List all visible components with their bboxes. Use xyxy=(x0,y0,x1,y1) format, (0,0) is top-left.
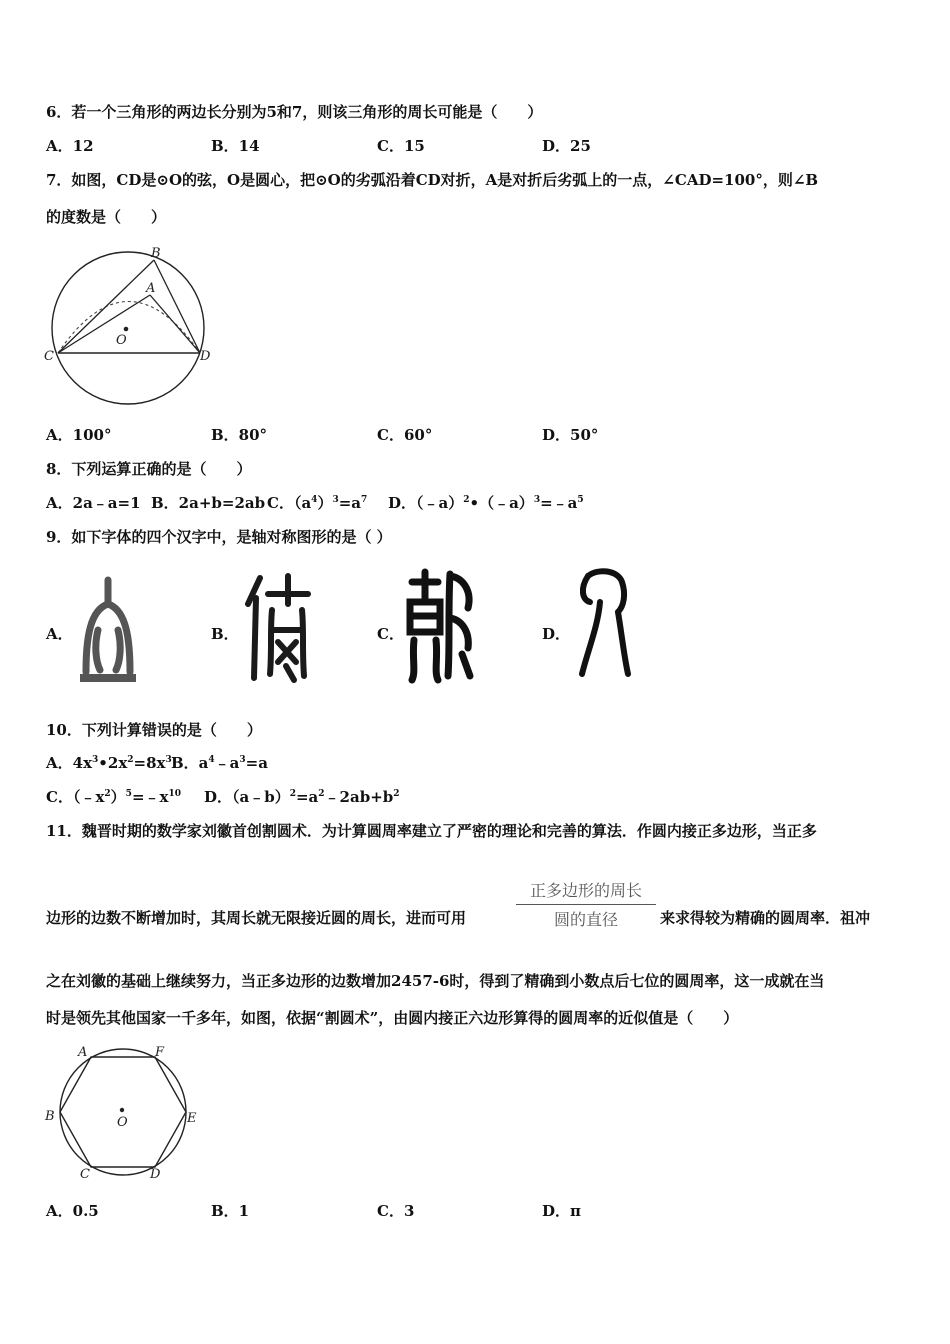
q11-label-o: O xyxy=(117,1115,128,1130)
q6-option-c[interactable]: C．15 xyxy=(377,137,425,155)
q7-label-a: A xyxy=(146,281,156,296)
q6-stem: 6．若一个三角形的两边长分别为5和7，则该三角形的周长可能是（ ） xyxy=(46,103,543,121)
q7-center-dot xyxy=(124,327,129,332)
q9-seal-character-a xyxy=(76,574,140,686)
q6-option-b[interactable]: B．14 xyxy=(211,137,260,155)
q9-option-a[interactable]: A． xyxy=(46,625,73,643)
q6-option-a[interactable]: A．12 xyxy=(46,137,94,155)
q11-label-c: C xyxy=(80,1167,90,1180)
q9-option-c[interactable]: C． xyxy=(377,625,404,643)
q7-option-d[interactable]: D．50° xyxy=(542,426,599,444)
q10-option-c[interactable]: C．$(﹣x^2)^5=﹣x^{10}$ xyxy=(46,788,181,806)
q8-option-a[interactable]: A．2a﹣a=1 xyxy=(46,494,141,512)
q7-stem-line1: 7．如图，CD是⊙O的弦，O是圆心，把⊙O的劣弧沿着CD对折，A是对折后劣弧上的一点，∠CAD=100°，则∠B xyxy=(46,171,819,189)
q10-stem: 10．下列计算错误的是（ ） xyxy=(46,721,262,739)
q11-center-dot xyxy=(120,1108,124,1112)
q11-option-c[interactable]: C．3 xyxy=(377,1202,415,1220)
q9-stem: 9．如下字体的四个汉字中，是轴对称图形的是（ ） xyxy=(46,528,392,546)
q7-segment-bd xyxy=(154,260,200,353)
q7-label-c: C xyxy=(44,349,54,364)
q10-option-a[interactable]: A．$4x^3•2x^2=8x^3$ xyxy=(46,754,172,772)
q11-label-f: F xyxy=(155,1045,165,1060)
q7-segment-ca xyxy=(58,295,150,353)
q8-option-d[interactable]: D．$(﹣a)^2•(﹣a)^3=﹣a^5$ xyxy=(388,494,584,512)
q9-seal-character-c xyxy=(406,568,476,684)
q8-option-b[interactable]: B．2a+b=2ab xyxy=(151,494,266,512)
q7-option-c[interactable]: C．60° xyxy=(377,426,433,444)
q9-seal-character-b xyxy=(242,570,312,686)
q7-stem-line2: 的度数是（ ） xyxy=(46,208,167,226)
q6-option-d[interactable]: D．25 xyxy=(542,137,591,155)
q9-option-d[interactable]: D． xyxy=(542,625,571,643)
q11-label-b: B xyxy=(45,1109,55,1124)
q11-line1: 11．魏晋时期的数学家刘徽首创割圆术．为计算圆周率建立了严密的理论和完善的算法．作圆内接正多边形，当正多 xyxy=(46,822,817,840)
q11-label-d: D xyxy=(150,1167,161,1180)
q11-line2-post: 来求得较为精确的圆周率．祖冲 xyxy=(660,909,871,927)
q11-line4: 时是领先其他国家一千多年，如图，依据“割圆术”，由圆内接正六边形算得的圆周率的近似值是（ ） xyxy=(46,1009,739,1027)
q8-stem: 8．下列运算正确的是（ ） xyxy=(46,460,252,478)
q11-hexagon xyxy=(60,1057,186,1167)
q11-option-d[interactable]: D．π xyxy=(542,1202,581,1220)
q11-fraction-denominator: 圆的直径 xyxy=(553,910,618,929)
q7-label-d: D xyxy=(200,349,211,364)
q7-option-b[interactable]: B．80° xyxy=(211,426,268,444)
q7-circle-figure xyxy=(40,240,220,410)
q11-option-b[interactable]: B．1 xyxy=(211,1202,250,1220)
q9-seal-character-d xyxy=(574,566,634,680)
q8-option-c[interactable]: C．$(a^4)^3=a^7$ xyxy=(267,494,368,512)
q7-label-o: O xyxy=(116,333,127,348)
q11-fraction-numerator: 正多边形的周长 xyxy=(516,878,656,905)
q11-line2-pre: 边形的边数不断增加时，其周长就无限接近圆的周长，进而可用 xyxy=(46,909,467,927)
q10-option-d[interactable]: D．$(a﹣b)^2=a^2﹣2ab+b^2$ xyxy=(204,788,400,806)
q10-option-b[interactable]: B．$a^4﹣a^3=a$ xyxy=(171,754,268,772)
q7-option-a[interactable]: A．100° xyxy=(46,426,112,444)
q11-label-e: E xyxy=(187,1111,197,1126)
q11-line3: 之在刘徽的基础上继续努力，当正多边形的边数增加2457-6时，得到了精确到小数点后七位的圆周率，这一成就在当 xyxy=(46,972,825,990)
q11-option-a[interactable]: A．0.5 xyxy=(46,1202,99,1220)
q7-segment-cb xyxy=(58,260,154,353)
q11-label-a: A xyxy=(78,1045,88,1060)
q7-label-b: B xyxy=(151,246,161,261)
q9-option-b[interactable]: B． xyxy=(211,625,239,643)
q11-circle xyxy=(60,1049,186,1175)
q11-hexagon-figure xyxy=(40,1040,210,1180)
q11-fraction xyxy=(516,878,656,930)
